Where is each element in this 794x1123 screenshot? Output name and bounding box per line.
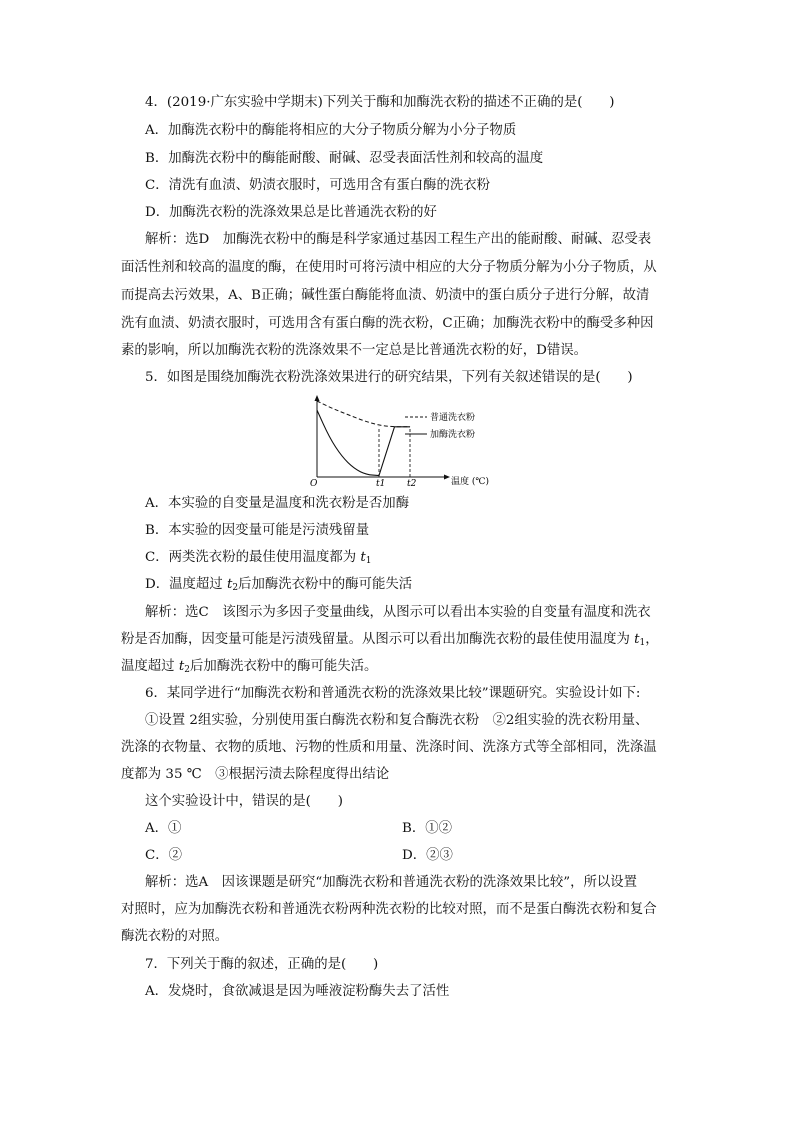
question-5-option-d: D．温度超过 $t_2$后加酶洗衣粉中的酶可能失活 bbox=[145, 577, 413, 593]
question-6-option-b: B．①② bbox=[402, 821, 453, 836]
question-6-option-c: C．② bbox=[145, 848, 183, 863]
question-4-analysis-line: 素的影响，所以加酶洗衣粉的洗涤效果不一定总是比普通洗衣粉的好，D错误。 bbox=[121, 343, 588, 358]
question-4-option-c: C．清洗有血渍、奶渍衣服时，可选用含有蛋白酶的洗衣粉 bbox=[145, 178, 491, 193]
question-7-option-a: A．发烧时，食欲减退是因为唾液淀粉酶失去了活性 bbox=[145, 984, 450, 999]
question-6-stem: 6．某同学进行“加酶洗衣粉和普通洗衣粉的洗涤效果比较”课题研究。实验设计如下: bbox=[145, 686, 641, 701]
question-6-option-d: D．②③ bbox=[402, 848, 453, 863]
y-axis-arrow bbox=[315, 395, 320, 401]
origin-label: O bbox=[310, 479, 318, 489]
question-4-option-d: D．加酶洗衣粉的洗涤效果总是比普通洗衣粉的好 bbox=[145, 205, 437, 220]
series-line-regular-detergent bbox=[317, 401, 410, 427]
question-6-design-line: 度都为 35 ℃ ③根据污渍去除程度得出结论 bbox=[121, 767, 390, 782]
question-6-analysis-line: 酶洗衣粉的对照。 bbox=[121, 929, 229, 944]
question-6-design-line: 洗涤的衣物量、衣物的质地、污物的性质和用量、洗涤时间、洗涤方式等全部相同，洗涤温 bbox=[121, 740, 657, 755]
question-5-analysis-line: 粉是否加酶，因变量可能是污渍残留量。从图示可以看出加酶洗衣粉的最佳使用温度为 $t_1$， bbox=[121, 632, 659, 648]
x-tick-t1: t1 bbox=[376, 479, 386, 489]
question-5-option-a: A．本实验的自变量是温度和洗衣粉是否加酶 bbox=[145, 496, 410, 511]
question-4-stem: 4．(2019·广东实验中学期末)下列关于酶和加酶洗衣粉的描述不正确的是( ) bbox=[145, 95, 615, 110]
question-6-question: 这个实验设计中，错误的是( ) bbox=[145, 794, 343, 809]
series-line-enzyme-detergent bbox=[317, 410, 410, 475]
question-7-stem: 7．下列关于酶的叙述，正确的是( ) bbox=[145, 957, 379, 972]
question-5-analysis-line: 解析：选C 该图示为多因子变量曲线，从图示可以看出本实验的自变量有温度和洗衣 bbox=[145, 605, 651, 620]
x-axis-arrow bbox=[444, 475, 450, 480]
question-4-analysis-line: 解析：选D 加酶洗衣粉中的酶是科学家通过基因工程生产出的能耐酸、耐碱、忍受表 bbox=[145, 232, 652, 247]
question-5-stem: 5．如图是围绕加酶洗衣粉洗涤效果进行的研究结果，下列有关叙述错误的是( ) bbox=[145, 370, 633, 385]
question-5-option-b: B．本实验的因变量可能是污渍残留量 bbox=[145, 523, 370, 538]
question-4-analysis-line: 洗有血渍、奶渍衣服时，可选用含有蛋白酶的洗衣粉，C正确；加酶洗衣粉中的酶受多种因 bbox=[121, 316, 654, 331]
question-6-analysis-line: 对照时，应为加酶洗衣粉和普通洗衣粉两种洗衣粉的比较对照，而不是蛋白酶洗衣粉和复合 bbox=[121, 902, 657, 917]
question-4-option-b: B．加酶洗衣粉中的酶能耐酸、耐碱、忍受表面活性剂和较高的温度 bbox=[145, 151, 544, 166]
question-6-analysis-line: 解析：选A 因该课题是研究“加酶洗衣粉和普通洗衣粉的洗涤效果比较”，所以设置 bbox=[145, 875, 638, 890]
x-axis-label: 温度 (℃) bbox=[451, 477, 489, 487]
question-5-analysis-line: 温度超过 $t_2$后加酶洗衣粉中的酶可能失活。 bbox=[121, 659, 378, 675]
legend-label-regular: 普通洗衣粉 bbox=[430, 413, 476, 423]
question-6-design-line: ①设置 2组实验，分别使用蛋白酶洗衣粉和复合酶洗衣粉 ②2组实验的洗衣粉用量、 bbox=[145, 713, 649, 728]
question-4-analysis-line: 而提高去污效果，A、B正确；碱性蛋白酶能将血渍、奶渍中的蛋白质分子进行分解，故清 bbox=[121, 288, 650, 303]
washing-effect-chart bbox=[305, 395, 525, 490]
legend-label-enzyme: 加酶洗衣粉 bbox=[430, 430, 476, 440]
question-5-option-c: C．两类洗衣粉的最佳使用温度都为 $t_1$ bbox=[145, 550, 372, 566]
question-4-analysis-line: 面活性剂和较高的温度的酶，在使用时可将污渍中相应的大分子物质分解为小分子物质，从 bbox=[121, 260, 657, 275]
x-tick-t2: t2 bbox=[407, 479, 417, 489]
question-4-option-a: A．加酶洗衣粉中的酶能将相应的大分子物质分解为小分子物质 bbox=[145, 123, 517, 138]
question-6-option-a: A．① bbox=[145, 821, 182, 836]
